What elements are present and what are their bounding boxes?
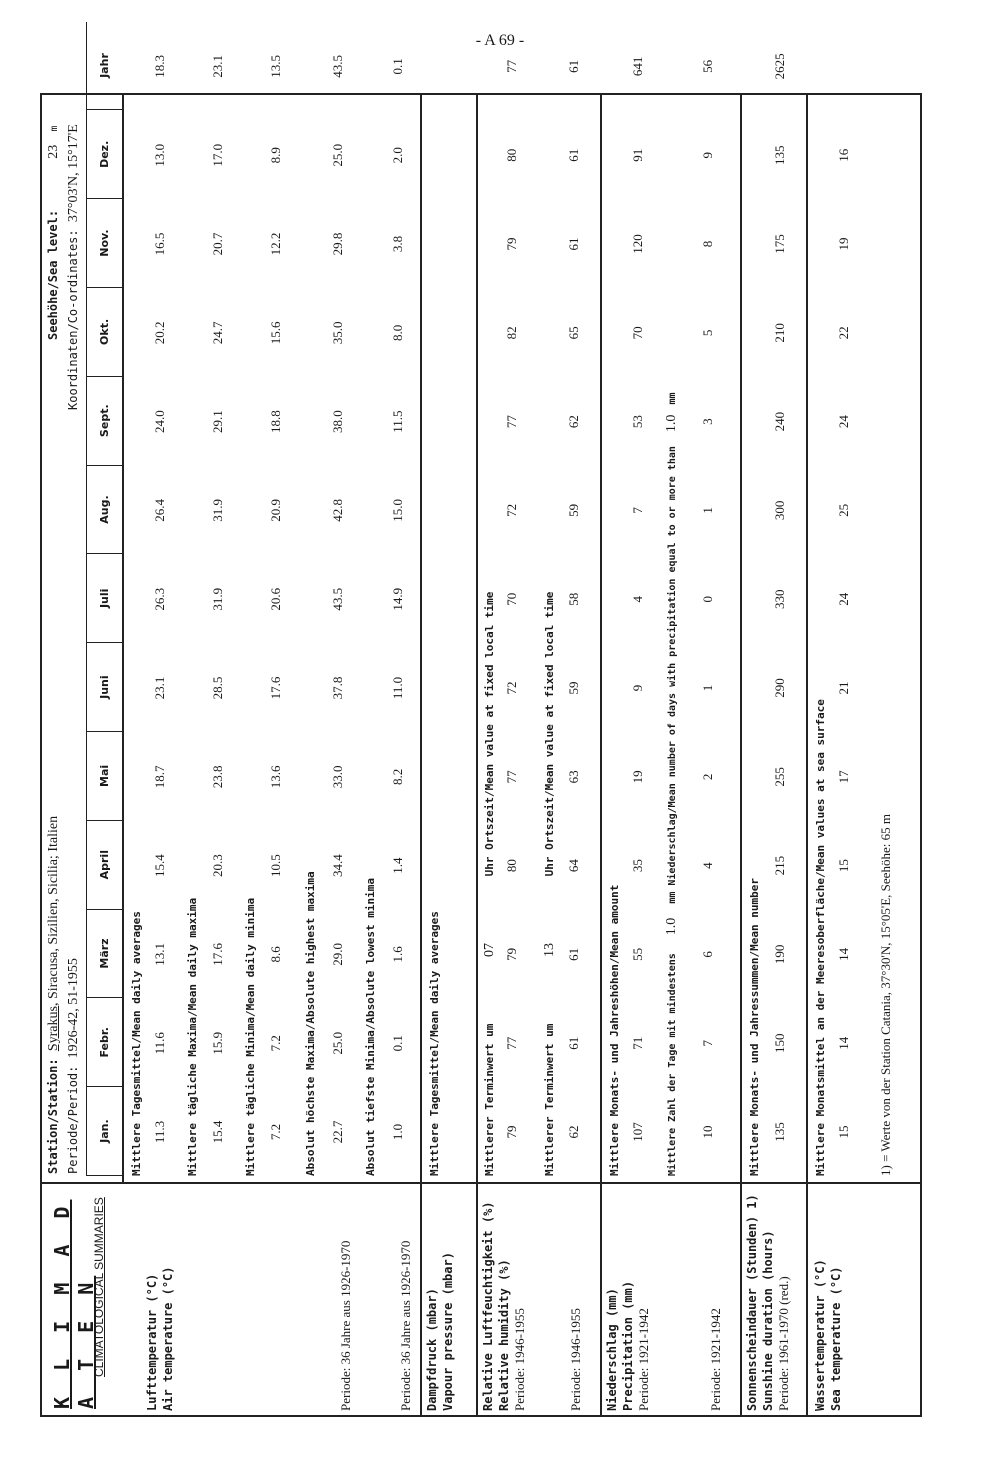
cell-daily-max-3: 20.3 xyxy=(210,854,225,877)
precip-label xyxy=(604,1185,652,1411)
cell-sunshine-12: 2625 xyxy=(772,53,787,80)
month-header-8: Sept. xyxy=(86,377,122,466)
separator xyxy=(420,93,422,1182)
cell-daily-min-5: 17.6 xyxy=(268,676,283,700)
hum-13-title-a: Mittlerer Terminwert um xyxy=(543,1023,556,1176)
cell-sea-temp-9: 22 xyxy=(836,326,851,340)
cell-daily-max-11: 17.0 xyxy=(210,143,225,167)
cell-sunshine-1: 150 xyxy=(772,1033,787,1053)
precip-days-title-c: mm Niederschlag/Mean number of days with precipitation equal to or more than xyxy=(667,446,678,904)
month-header-7: Aug. xyxy=(86,466,122,555)
cell-precip-days-2: 6 xyxy=(700,951,715,958)
cell-daily-max-1: 15.9 xyxy=(210,1031,225,1055)
cell-mean-daily-0: 11.3 xyxy=(152,1120,167,1144)
cell-daily-min-2: 8.6 xyxy=(268,946,283,963)
cell-abs-max-4: 33.0 xyxy=(330,765,345,789)
hum-07-title-a: Mittlerer Terminwert um xyxy=(483,1023,496,1176)
temp-period-max-text: Periode: 36 Jahre aus 1926-1970 xyxy=(338,1240,353,1411)
cell-precip-amount-2: 55 xyxy=(630,947,645,961)
cell-hum-13-12: 61 xyxy=(566,59,581,73)
cell-sea-temp-8: 24 xyxy=(836,415,851,429)
period-value: 1926-42, 51-1955 xyxy=(66,958,81,1059)
mean-daily-title: Mittlere Tagesmittel/Mean daily averages xyxy=(130,911,143,1176)
month-header-9: Okt. xyxy=(86,288,122,377)
cell-precip-days-9: 5 xyxy=(700,329,715,337)
cell-daily-min-8: 18.8 xyxy=(268,410,283,433)
precip-period-2: Periode: 1921-1942 xyxy=(708,1308,723,1411)
hum-07-title-c: Uhr Ortszeit/Mean value at fixed local time xyxy=(483,591,496,877)
month-header-1: Febr. xyxy=(86,998,122,1087)
hum-13-title-c: Uhr Ortszeit/Mean value at fixed local time xyxy=(543,591,556,877)
cell-sunshine-7: 300 xyxy=(772,500,787,521)
cell-precip-days-6: 0 xyxy=(700,595,715,603)
cell-abs-min-10: 3.8 xyxy=(390,235,405,253)
cell-mean-daily-4: 18.7 xyxy=(152,765,167,789)
precip-days-threshold-2: 1.0 xyxy=(664,414,679,433)
humidity-label-de: Relative Luftfeuchtigkeit (%) xyxy=(481,1201,495,1411)
cell-mean-daily-8: 24.0 xyxy=(152,410,167,433)
temp-period-max xyxy=(338,1185,354,1411)
cell-abs-min-6: 14.9 xyxy=(390,587,405,611)
period-line xyxy=(66,958,82,1174)
cell-abs-min-12: 0.1 xyxy=(390,58,405,75)
precip-period-1: Periode: 1921-1942 xyxy=(636,1308,651,1411)
precip-days-threshold-1: 1.0 xyxy=(664,917,679,936)
cell-precip-amount-5: 9 xyxy=(630,684,645,692)
separator xyxy=(740,1182,742,1417)
cell-abs-max-7: 42.8 xyxy=(330,499,345,522)
precip-label-de: Niederschlag (mm) xyxy=(605,1288,619,1411)
cell-precip-amount-11: 91 xyxy=(630,148,645,162)
cell-abs-max-2: 29.0 xyxy=(330,943,345,966)
precip-days-title-a: Mittlere Zahl der Tage mit mindestens xyxy=(667,953,678,1176)
cell-daily-max-10: 20.7 xyxy=(210,232,225,256)
cell-hum-07-9: 82 xyxy=(504,326,519,340)
daily-max-title: Mittlere tägliche Maxima/Mean daily maxima xyxy=(186,897,199,1176)
cell-precip-amount-6: 4 xyxy=(630,595,645,603)
cell-sunshine-3: 215 xyxy=(772,855,787,876)
cell-daily-min-12: 13.5 xyxy=(268,55,283,78)
cell-sunshine-8: 240 xyxy=(772,411,787,432)
cell-hum-13-8: 62 xyxy=(566,415,581,429)
vapour-label-de: Dampfdruck (mbar) xyxy=(425,1288,439,1411)
left-label-column xyxy=(40,1182,922,1417)
cell-sunshine-2: 190 xyxy=(772,944,787,965)
cell-precip-days-0: 10 xyxy=(700,1125,715,1139)
precip-amount-title: Mittlere Monats- und Jahreshöhen/Mean amount xyxy=(608,884,621,1176)
cell-hum-07-7: 72 xyxy=(504,503,519,517)
cell-daily-max-0: 15.4 xyxy=(210,1120,225,1144)
cell-precip-amount-3: 35 xyxy=(630,859,645,873)
cell-daily-max-6: 31.9 xyxy=(210,587,225,611)
cell-hum-07-0: 79 xyxy=(504,1125,519,1139)
cell-sunshine-10: 175 xyxy=(772,234,787,254)
cell-abs-min-4: 8.2 xyxy=(390,768,405,785)
temp-label-en: Air temperature (°C) xyxy=(161,1266,175,1411)
main-table-area xyxy=(40,53,922,1182)
cell-abs-max-1: 25.0 xyxy=(330,1031,345,1055)
month-header-6: Juli xyxy=(86,554,122,643)
cell-sea-temp-2: 14 xyxy=(836,947,851,961)
cell-abs-max-3: 34.4 xyxy=(330,854,345,877)
temp-label xyxy=(144,1185,176,1411)
precip-period-2-wrap xyxy=(708,1185,724,1411)
cell-precip-amount-0: 107 xyxy=(630,1122,645,1142)
cell-abs-max-9: 35.0 xyxy=(330,321,345,345)
station-name-rest: , Siracusa, Sizilien, Sicilia; Italien xyxy=(46,815,61,1007)
separator xyxy=(600,1182,602,1417)
month-header-12: Jahr xyxy=(86,22,122,111)
cell-daily-min-9: 15.6 xyxy=(268,321,283,345)
cell-daily-min-1: 7.2 xyxy=(268,1035,283,1052)
cell-sea-temp-6: 24 xyxy=(836,592,851,606)
cell-hum-13-3: 64 xyxy=(566,859,581,873)
precip-days-unit: mm xyxy=(667,392,678,405)
separator xyxy=(806,93,808,1182)
cell-abs-max-0: 22.7 xyxy=(330,1120,345,1144)
cell-sea-temp-4: 17 xyxy=(836,770,851,784)
cell-hum-13-1: 61 xyxy=(566,1036,581,1050)
cell-precip-days-5: 1 xyxy=(700,684,715,692)
cell-sunshine-0: 135 xyxy=(772,1122,787,1142)
cell-daily-max-9: 24.7 xyxy=(210,321,225,345)
cell-precip-days-12: 56 xyxy=(700,59,715,73)
temp-period-min-text: Periode: 36 Jahre aus 1926-1970 xyxy=(398,1240,413,1411)
cell-hum-07-11: 80 xyxy=(504,148,519,162)
humidity-period-2-wrap xyxy=(568,1185,584,1411)
cell-mean-daily-10: 16.5 xyxy=(152,232,167,256)
daily-min-title: Mittlere tägliche Minima/Mean daily minima xyxy=(244,897,257,1176)
vapour-label xyxy=(424,1185,456,1411)
cell-abs-min-5: 11.0 xyxy=(390,676,405,700)
cell-hum-13-2: 61 xyxy=(566,947,581,961)
cell-daily-max-7: 31.9 xyxy=(210,499,225,522)
station-line xyxy=(46,816,62,1174)
cell-daily-min-10: 12.2 xyxy=(268,232,283,256)
sea-level-unit: m xyxy=(49,125,60,132)
cell-mean-daily-5: 23.1 xyxy=(152,676,167,700)
cell-hum-13-0: 62 xyxy=(566,1125,581,1139)
cell-abs-max-5: 37.8 xyxy=(330,676,345,700)
page-number: - A 69 - xyxy=(475,32,525,49)
hum-13-title xyxy=(542,592,558,1176)
cell-sea-temp-5: 21 xyxy=(836,681,851,695)
cell-abs-max-10: 29.8 xyxy=(330,232,345,256)
cell-hum-13-9: 65 xyxy=(566,326,581,340)
cell-precip-days-10: 8 xyxy=(700,240,715,248)
separator xyxy=(122,93,124,1182)
cell-sunshine-5: 290 xyxy=(772,678,787,698)
cell-precip-amount-4: 19 xyxy=(630,770,645,784)
cell-abs-max-11: 25.0 xyxy=(330,143,345,167)
month-header-10: Nov. xyxy=(86,199,122,288)
cell-precip-days-7: 1 xyxy=(700,507,715,514)
cell-hum-07-4: 77 xyxy=(504,770,519,784)
cell-hum-07-5: 72 xyxy=(504,681,519,695)
month-header-row xyxy=(86,53,126,1182)
cell-hum-07-1: 77 xyxy=(504,1036,519,1050)
cell-sunshine-9: 210 xyxy=(772,323,787,343)
cell-sea-temp-1: 14 xyxy=(836,1036,851,1050)
vapour-title: Mittlere Tagesmittel/Mean daily averages xyxy=(428,911,441,1176)
sea-temp-label-de: Wassertemperatur (°C) xyxy=(813,1259,827,1411)
vapour-label-en: Vapour pressure (mbar) xyxy=(441,1252,455,1411)
month-header-5: Juni xyxy=(86,643,122,732)
cell-daily-max-12: 23.1 xyxy=(210,55,225,78)
abs-max-title: Absolut höchste Maxima/Absolute highest maxima xyxy=(304,871,317,1176)
cell-hum-13-5: 59 xyxy=(566,681,581,695)
cell-daily-max-8: 29.1 xyxy=(210,410,225,433)
cell-abs-max-6: 43.5 xyxy=(330,587,345,611)
cell-sea-temp-7: 25 xyxy=(836,503,851,517)
cell-sea-temp-11: 16 xyxy=(836,148,851,162)
cell-sea-temp-0: 15 xyxy=(836,1125,851,1139)
month-header-0: Jan. xyxy=(86,1087,122,1176)
hum-13-hour: 13 xyxy=(542,943,557,958)
station-label: Station/Station: xyxy=(46,1058,60,1174)
cell-mean-daily-11: 13.0 xyxy=(152,143,167,167)
cell-hum-13-4: 63 xyxy=(566,770,581,784)
cell-hum-07-10: 79 xyxy=(504,237,519,251)
precip-days-title xyxy=(664,393,680,1177)
cell-abs-min-3: 1.4 xyxy=(390,857,405,874)
cell-abs-max-12: 43.5 xyxy=(330,55,345,78)
temp-period-min xyxy=(398,1185,414,1411)
cell-abs-min-9: 8.0 xyxy=(390,324,405,341)
month-header-4: Mai xyxy=(86,732,122,821)
cell-abs-max-8: 38.0 xyxy=(330,410,345,433)
separator xyxy=(600,93,602,1182)
cell-daily-max-5: 28.5 xyxy=(210,676,225,700)
precip-label-en: Precipitation (mm) xyxy=(621,1280,635,1411)
cell-precip-amount-9: 70 xyxy=(630,326,645,340)
cell-daily-max-2: 17.6 xyxy=(210,943,225,966)
cell-mean-daily-9: 20.2 xyxy=(152,321,167,345)
sea-temp-label-en: Sea temperature (°C) xyxy=(829,1266,843,1411)
climate-table xyxy=(40,53,922,1417)
cell-precip-days-1: 7 xyxy=(700,1039,715,1047)
cell-hum-13-7: 59 xyxy=(566,503,581,517)
cell-precip-amount-7: 7 xyxy=(630,507,645,514)
cell-abs-min-2: 1.6 xyxy=(390,946,405,963)
cell-precip-amount-10: 120 xyxy=(630,234,645,254)
cell-precip-days-4: 2 xyxy=(700,773,715,781)
sunshine-period: Periode: 1961-1970 (red.) xyxy=(776,1276,791,1411)
humidity-label-en: Relative humidity (%) xyxy=(497,1259,511,1411)
cell-sunshine-4: 255 xyxy=(772,767,787,787)
cell-abs-min-8: 11.5 xyxy=(390,410,405,433)
separator xyxy=(420,1182,422,1417)
cell-abs-min-7: 15.0 xyxy=(390,499,405,522)
humidity-period-2: Periode: 1946-1955 xyxy=(568,1308,583,1411)
cell-daily-min-11: 8.9 xyxy=(268,147,283,164)
abs-min-title: Absolut tiefste Minima/Absolute lowest minima xyxy=(364,877,377,1176)
cell-mean-daily-3: 15.4 xyxy=(152,854,167,877)
cell-sea-temp-10: 19 xyxy=(836,237,851,251)
cell-mean-daily-1: 11.6 xyxy=(152,1032,167,1055)
humidity-label xyxy=(480,1185,528,1411)
separator xyxy=(476,93,478,1182)
cell-sea-temp-3: 15 xyxy=(836,859,851,873)
cell-hum-13-11: 61 xyxy=(566,148,581,162)
sunshine-label-de: Sonnenscheindauer (Stunden) 1) xyxy=(745,1194,759,1411)
sea-level-line xyxy=(46,125,62,340)
month-header-2: März xyxy=(86,910,122,999)
period-label: Periode/Period: xyxy=(66,1065,80,1174)
sunshine-label xyxy=(744,1185,792,1411)
cell-sunshine-6: 330 xyxy=(772,589,787,609)
cell-mean-daily-6: 26.3 xyxy=(152,587,167,611)
cell-daily-min-3: 10.5 xyxy=(268,854,283,877)
cell-mean-daily-12: 18.3 xyxy=(152,55,167,78)
cell-precip-days-11: 9 xyxy=(700,151,715,159)
coord-label: Koordinaten/Co-ordinates: xyxy=(66,229,80,410)
cell-mean-daily-2: 13.1 xyxy=(152,943,167,966)
cell-abs-min-0: 1.0 xyxy=(390,1123,405,1141)
sunshine-label-en: Sunshine duration (hours) xyxy=(761,1230,775,1411)
cell-abs-min-1: 0.1 xyxy=(390,1035,405,1052)
month-header-11: Dez. xyxy=(86,110,122,199)
page-title: K L I M A D A T E N xyxy=(50,1199,98,1409)
sunshine-title: Mittlere Monats- und Jahressummen/Mean number xyxy=(748,877,761,1176)
cell-hum-07-2: 79 xyxy=(504,947,519,961)
cell-daily-max-4: 23.8 xyxy=(210,765,225,789)
title-box xyxy=(40,1182,130,1417)
page-subtitle: CLIMATOLOGICAL SUMMARIES xyxy=(92,1197,106,1377)
cell-hum-13-6: 58 xyxy=(566,592,581,606)
coord-line xyxy=(66,124,82,410)
sea-level-label: Seehöhe/Sea level: xyxy=(46,209,60,340)
cell-daily-min-0: 7.2 xyxy=(268,1123,283,1141)
cell-hum-07-3: 80 xyxy=(504,859,519,873)
cell-abs-min-11: 2.0 xyxy=(390,147,405,164)
station-name: Syrakus xyxy=(46,1006,61,1052)
coord-value: 37°03'N, 15°17'E xyxy=(66,124,81,223)
hum-07-hour: 07 xyxy=(482,943,497,958)
temp-label-de: Lufttemperatur (°C) xyxy=(145,1273,159,1411)
separator xyxy=(476,1182,478,1417)
cell-precip-amount-8: 53 xyxy=(630,415,645,429)
cell-precip-amount-12: 641 xyxy=(630,56,645,77)
separator xyxy=(806,1182,808,1417)
sea-temp-title: Mittlere Monatsmittel an der Meeresoberfläche/Mean values at sea surface xyxy=(814,699,827,1176)
cell-hum-07-6: 70 xyxy=(504,592,519,606)
footnote: 1) = Werte von der Station Catania, 37°30'N, 15°05'E, Seehöhe: 65 m xyxy=(878,814,893,1176)
cell-mean-daily-7: 26.4 xyxy=(152,499,167,522)
cell-daily-min-7: 20.9 xyxy=(268,499,283,522)
sea-temp-label xyxy=(812,1185,844,1411)
cell-daily-min-6: 20.6 xyxy=(268,587,283,611)
cell-precip-days-3: 4 xyxy=(700,862,715,869)
cell-hum-07-8: 77 xyxy=(504,415,519,429)
cell-sunshine-11: 135 xyxy=(772,145,787,165)
month-header-3: April xyxy=(86,821,122,910)
humidity-period-1: Periode: 1946-1955 xyxy=(512,1308,527,1411)
cell-precip-days-8: 3 xyxy=(700,418,715,425)
cell-hum-13-10: 61 xyxy=(566,237,581,251)
cell-precip-amount-1: 71 xyxy=(630,1036,645,1050)
sea-level-value: 23 xyxy=(46,144,61,159)
cell-hum-07-12: 77 xyxy=(504,59,519,73)
cell-daily-min-4: 13.6 xyxy=(268,765,283,789)
separator xyxy=(740,93,742,1182)
hum-07-title xyxy=(482,592,498,1176)
